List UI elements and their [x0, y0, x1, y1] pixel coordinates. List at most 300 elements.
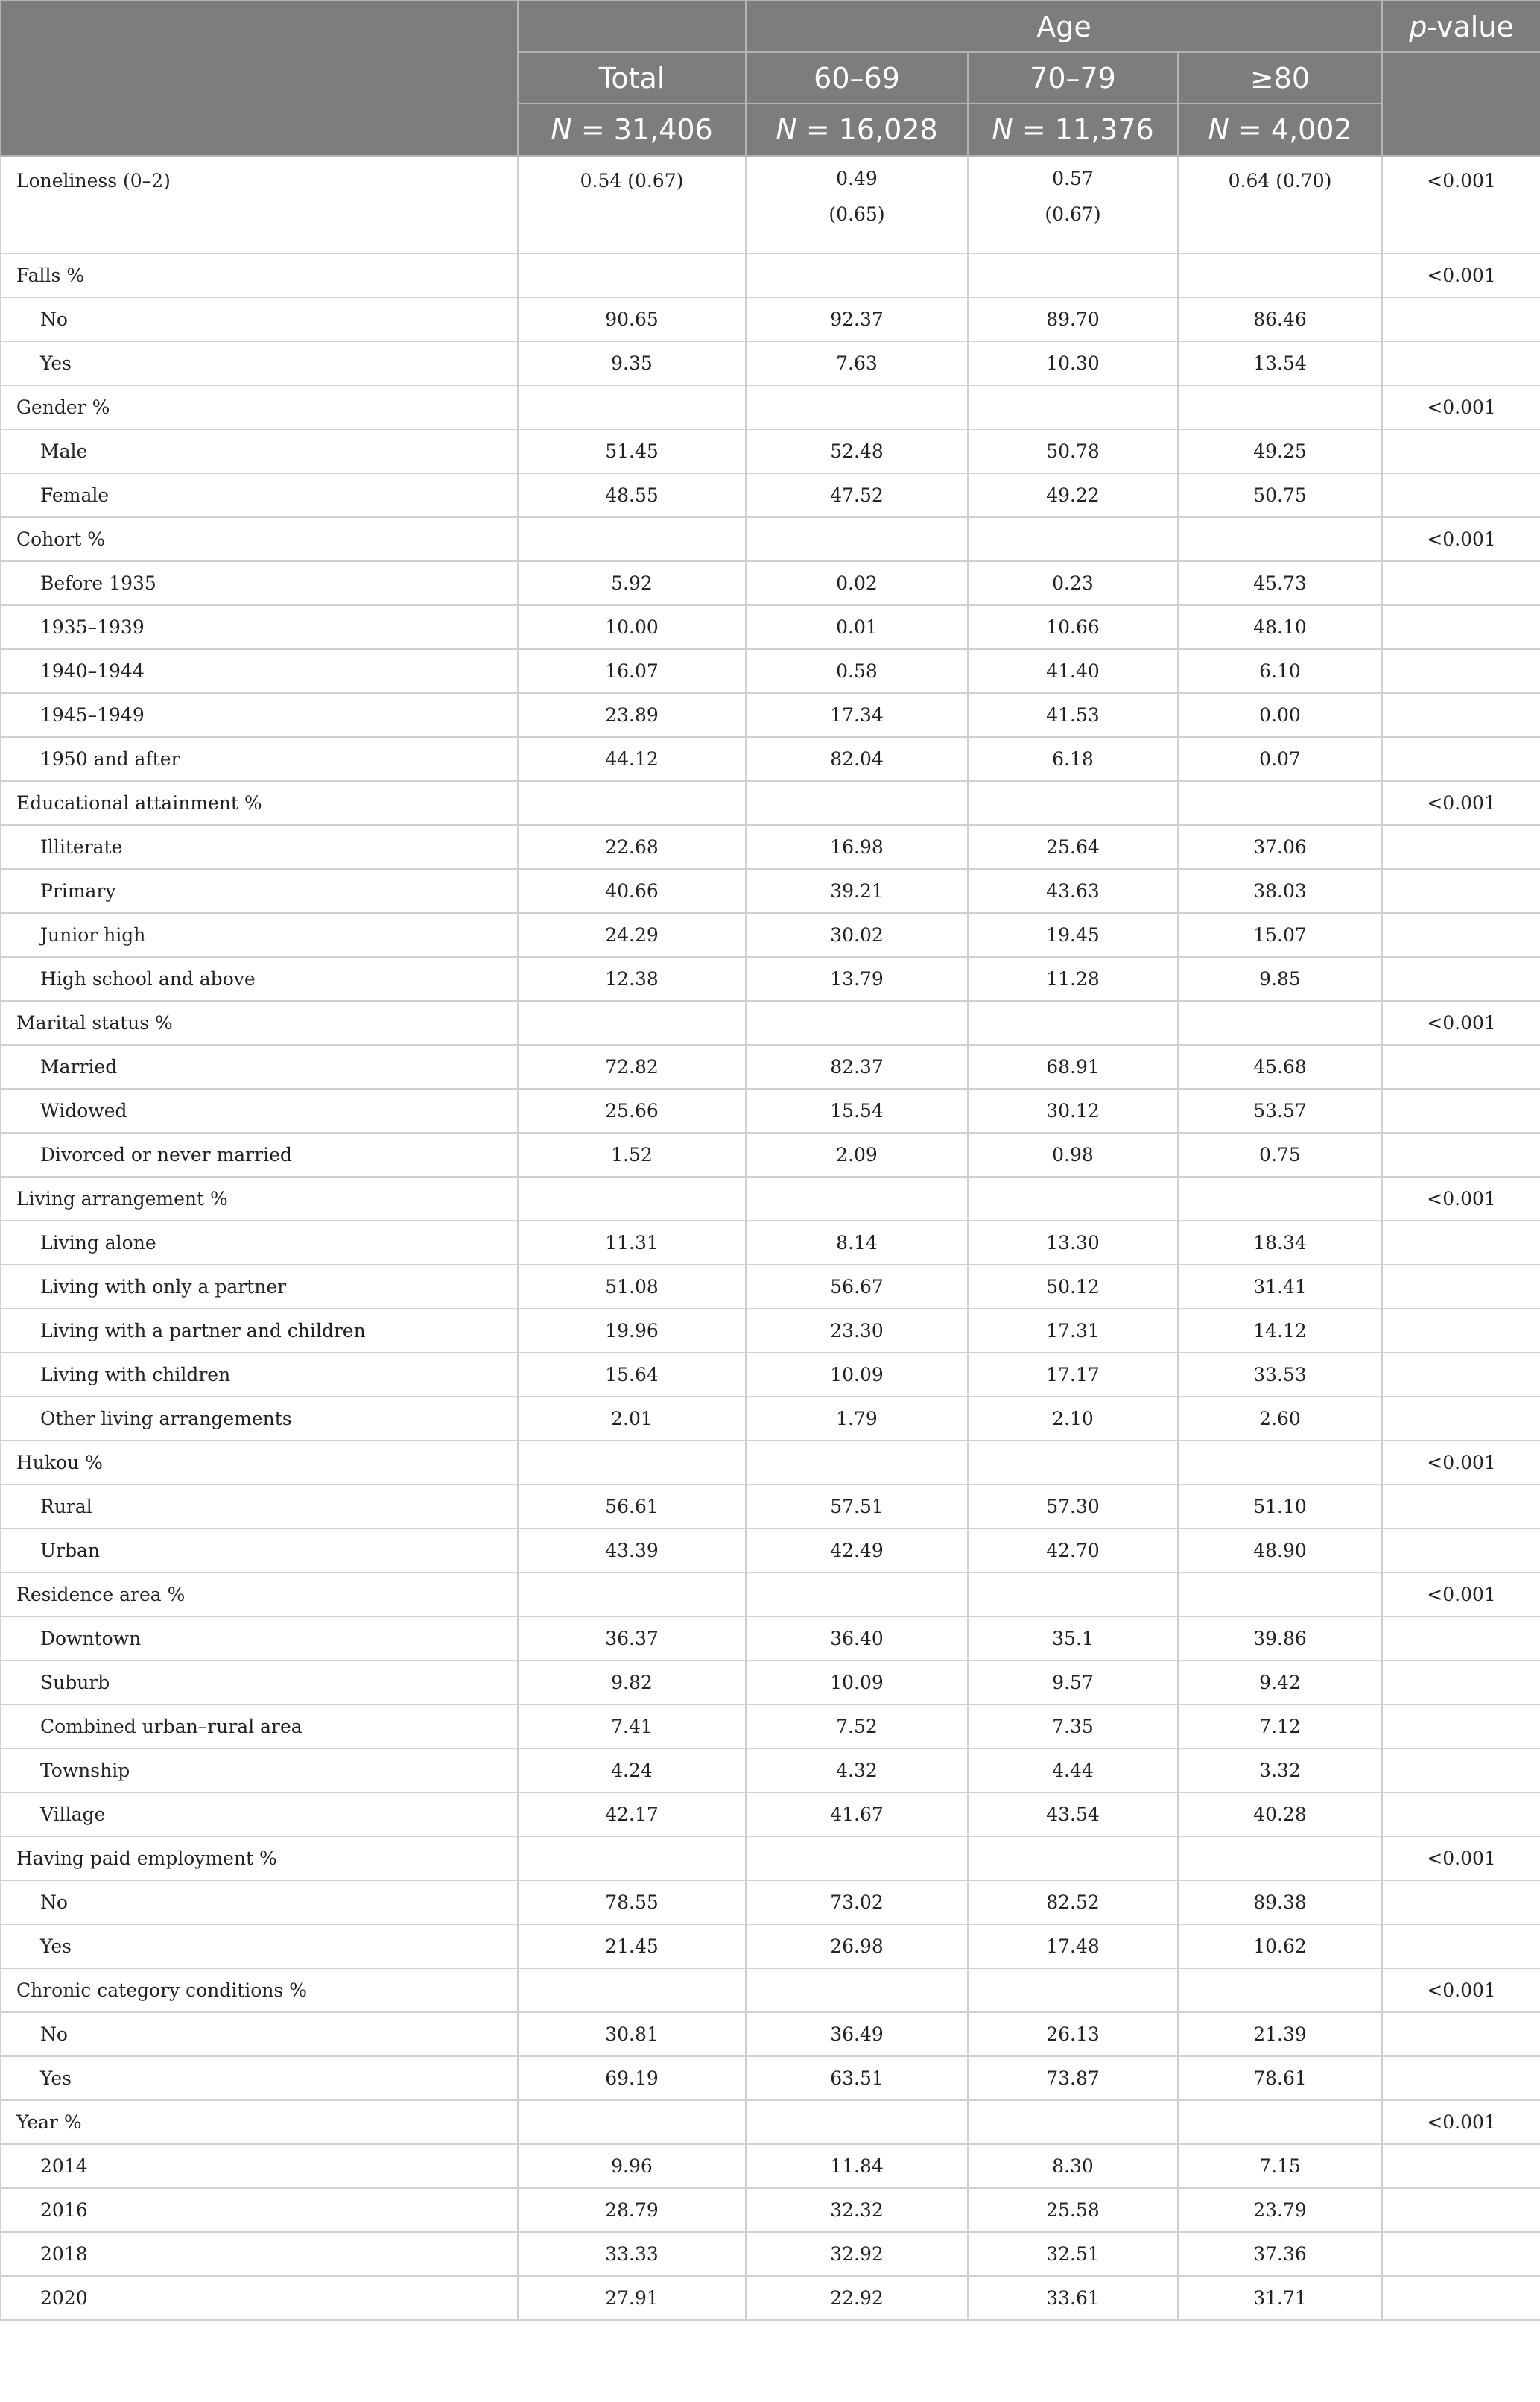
- row-label: 1950 and after: [1, 737, 518, 781]
- cell-80plus: 18.34: [1178, 1221, 1382, 1265]
- cell-70-79: 2.10: [968, 1397, 1178, 1441]
- table-row: [1, 561, 1540, 605]
- cell-pvalue: [1382, 1397, 1540, 1441]
- cell-80plus: 10.62: [1178, 1924, 1382, 1968]
- row-label: Chronic category conditions %: [1, 1968, 518, 2012]
- cell-80plus: 7.12: [1178, 1704, 1382, 1748]
- cell-total: 33.33: [518, 2232, 746, 2276]
- cell-60-69: 82.37: [746, 1045, 968, 1089]
- table-row: [1, 1001, 1540, 1045]
- cell-70-79: 17.17: [968, 1353, 1178, 1397]
- cell-70-79: 49.22: [968, 473, 1178, 517]
- cell-pvalue: [1382, 869, 1540, 913]
- cell-total: 10.00: [518, 605, 746, 649]
- pvalue-suffix: -value: [1427, 10, 1514, 43]
- row-label: Before 1935: [1, 561, 518, 605]
- row-label: Having paid employment %: [1, 1836, 518, 1880]
- cell-pvalue: [1382, 1309, 1540, 1353]
- cell-70-79: 89.70: [968, 297, 1178, 341]
- row-label: Female: [1, 473, 518, 517]
- row-label: Other living arrangements: [1, 1397, 518, 1441]
- row-label: Hukou %: [1, 1441, 518, 1485]
- cell-total: 30.81: [518, 2012, 746, 2056]
- header-col-70-79: 70–79: [968, 52, 1178, 104]
- cell-60-69: [746, 253, 968, 297]
- header-n-70-79: [968, 104, 1178, 156]
- table-row: [1, 2276, 1540, 2320]
- table-row: [1, 2188, 1540, 2232]
- table-row: [1, 1880, 1540, 1924]
- cell-pvalue: [1382, 649, 1540, 693]
- cell-60-69: 30.02: [746, 913, 968, 957]
- cell-80plus: 48.90: [1178, 1529, 1382, 1573]
- cell-pvalue: [1382, 957, 1540, 1001]
- header-blank-total-cell: [518, 1, 746, 52]
- cell-60-69: [746, 1836, 968, 1880]
- cell-70-79: 25.64: [968, 825, 1178, 869]
- cell-total: 16.07: [518, 649, 746, 693]
- row-label: Yes: [1, 341, 518, 385]
- cell-pvalue: [1382, 913, 1540, 957]
- table-row: [1, 1836, 1540, 1880]
- cell-80plus: 7.15: [1178, 2144, 1382, 2188]
- table-row: [1, 1748, 1540, 1792]
- cell-total: [518, 517, 746, 561]
- cell-total: 28.79: [518, 2188, 746, 2232]
- cell-60-69: 13.79: [746, 957, 968, 1001]
- cell-pvalue: [1382, 1748, 1540, 1792]
- row-label: Male: [1, 429, 518, 473]
- cell-60-69: 26.98: [746, 1924, 968, 1968]
- cell-60-69: 47.52: [746, 473, 968, 517]
- cell-pvalue: [1382, 1880, 1540, 1924]
- header-col-60-69: 60–69: [746, 52, 968, 104]
- cell-60-69: 32.32: [746, 2188, 968, 2232]
- cell-70-79: 10.30: [968, 341, 1178, 385]
- header-blank-cell: [1, 1, 518, 156]
- cell-pvalue: [1382, 1089, 1540, 1133]
- cell-pvalue: <0.001: [1382, 1441, 1540, 1485]
- cell-60-69: 39.21: [746, 869, 968, 913]
- cell-pvalue: [1382, 1792, 1540, 1836]
- cell-pvalue: [1382, 2144, 1540, 2188]
- row-label: Year %: [1, 2100, 518, 2144]
- cell-pvalue: <0.001: [1382, 2100, 1540, 2144]
- cell-70-79: 19.45: [968, 913, 1178, 957]
- cell-total: 51.08: [518, 1265, 746, 1309]
- cell-80plus: [1178, 2100, 1382, 2144]
- cell-total: 15.64: [518, 1353, 746, 1397]
- cell-70-79: 50.78: [968, 429, 1178, 473]
- table-row: [1, 1704, 1540, 1748]
- cell-pvalue: [1382, 561, 1540, 605]
- cell-70-79: [968, 1177, 1178, 1221]
- cell-80plus: 40.28: [1178, 1792, 1382, 1836]
- cell-70-79: 42.70: [968, 1529, 1178, 1573]
- header-col-80plus: ≥80: [1178, 52, 1382, 104]
- pvalue-p-letter: p: [1409, 10, 1427, 43]
- cell-80plus: 45.73: [1178, 561, 1382, 605]
- cell-70-79: [968, 781, 1178, 825]
- cell-80plus: 53.57: [1178, 1089, 1382, 1133]
- cell-60-69: [746, 385, 968, 429]
- cell-80plus: 78.61: [1178, 2056, 1382, 2100]
- cell-60-69: [746, 1441, 968, 1485]
- cell-total: 48.55: [518, 473, 746, 517]
- cell-80plus: 6.10: [1178, 649, 1382, 693]
- cell-70-79: 7.35: [968, 1704, 1178, 1748]
- cell-60-69: 0.02: [746, 561, 968, 605]
- cell-total: 22.68: [518, 825, 746, 869]
- row-label: Residence area %: [1, 1573, 518, 1616]
- table-row: [1, 1660, 1540, 1704]
- cell-total: 9.96: [518, 2144, 746, 2188]
- cell-70-79: 17.48: [968, 1924, 1178, 1968]
- cell-total: 5.92: [518, 561, 746, 605]
- cell-80plus: [1178, 253, 1382, 297]
- header-col-total: Total: [518, 52, 746, 104]
- cell-80plus: [1178, 1573, 1382, 1616]
- row-label: Urban: [1, 1529, 518, 1573]
- cell-total: 72.82: [518, 1045, 746, 1089]
- table-row: [1, 1309, 1540, 1353]
- row-label: Living with children: [1, 1353, 518, 1397]
- table-row: [1, 825, 1540, 869]
- cell-60-69: 92.37: [746, 297, 968, 341]
- cell-80plus: 0.75: [1178, 1133, 1382, 1177]
- cell-80plus: 0.64 (0.70): [1178, 156, 1382, 253]
- row-label: Living alone: [1, 1221, 518, 1265]
- cell-pvalue: [1382, 429, 1540, 473]
- row-label: Village: [1, 1792, 518, 1836]
- table-row: [1, 2012, 1540, 2056]
- row-label: Combined urban–rural area: [1, 1704, 518, 1748]
- cell-total: [518, 781, 746, 825]
- cell-total: [518, 2100, 746, 2144]
- cell-pvalue: <0.001: [1382, 253, 1540, 297]
- table-row: [1, 2232, 1540, 2276]
- table-row: [1, 649, 1540, 693]
- cell-70-79: 11.28: [968, 957, 1178, 1001]
- cell-70-79: 9.57: [968, 1660, 1178, 1704]
- table-row: [1, 1045, 1540, 1089]
- cell-total: 56.61: [518, 1485, 746, 1529]
- table-row: [1, 1573, 1540, 1616]
- cell-pvalue: [1382, 737, 1540, 781]
- cell-80plus: 49.25: [1178, 429, 1382, 473]
- cell-80plus: 0.00: [1178, 693, 1382, 737]
- cell-pvalue: <0.001: [1382, 385, 1540, 429]
- cell-pvalue: <0.001: [1382, 156, 1540, 253]
- row-label: Educational attainment %: [1, 781, 518, 825]
- cell-total: 7.41: [518, 1704, 746, 1748]
- cell-total: 9.35: [518, 341, 746, 385]
- row-label: Falls %: [1, 253, 518, 297]
- cell-60-69: 52.48: [746, 429, 968, 473]
- cell-80plus: [1178, 1836, 1382, 1880]
- row-label: Married: [1, 1045, 518, 1089]
- cell-total: 11.31: [518, 1221, 746, 1265]
- table-row: [1, 869, 1540, 913]
- cell-total: 1.52: [518, 1133, 746, 1177]
- cell-pvalue: [1382, 1660, 1540, 1704]
- cell-60-69: 73.02: [746, 1880, 968, 1924]
- cell-pvalue: [1382, 297, 1540, 341]
- row-label: 1945–1949: [1, 693, 518, 737]
- row-label: Illiterate: [1, 825, 518, 869]
- row-label: High school and above: [1, 957, 518, 1001]
- row-label: Living arrangement %: [1, 1177, 518, 1221]
- cell-70-79: 82.52: [968, 1880, 1178, 1924]
- table-row: [1, 2056, 1540, 2100]
- cell-total: 69.19: [518, 2056, 746, 2100]
- cell-60-69: [746, 1968, 968, 2012]
- cell-70-79: 17.31: [968, 1309, 1178, 1353]
- header-n-60-69: [746, 104, 968, 156]
- cell-pvalue: [1382, 2012, 1540, 2056]
- table-row: [1, 1265, 1540, 1309]
- cell-70-79: 30.12: [968, 1089, 1178, 1133]
- cell-80plus: 15.07: [1178, 913, 1382, 957]
- cell-80plus: 38.03: [1178, 869, 1382, 913]
- row-label: 1935–1939: [1, 605, 518, 649]
- cell-60-69: 1.79: [746, 1397, 968, 1441]
- cell-70-79: [968, 385, 1178, 429]
- cell-70-79: 32.51: [968, 2232, 1178, 2276]
- cell-60-69: [746, 1573, 968, 1616]
- cell-80plus: 21.39: [1178, 2012, 1382, 2056]
- cell-80plus: [1178, 781, 1382, 825]
- cell-60-69: 36.49: [746, 2012, 968, 2056]
- table-row: [1, 297, 1540, 341]
- row-label: No: [1, 1880, 518, 1924]
- cell-70-79: [968, 517, 1178, 561]
- cell-60-69: 17.34: [746, 693, 968, 737]
- cell-60-69: 57.51: [746, 1485, 968, 1529]
- cell-pvalue: <0.001: [1382, 1001, 1540, 1045]
- cell-80plus: [1178, 1001, 1382, 1045]
- header-n-80plus: [1178, 104, 1382, 156]
- cell-60-69: [746, 1177, 968, 1221]
- cell-60-69: 63.51: [746, 2056, 968, 2100]
- cell-60-69: 22.92: [746, 2276, 968, 2320]
- cell-total: 43.39: [518, 1529, 746, 1573]
- cell-60-69: [746, 1001, 968, 1045]
- row-label: Junior high: [1, 913, 518, 957]
- cell-70-79: 6.18: [968, 737, 1178, 781]
- cell-70-79: 0.98: [968, 1133, 1178, 1177]
- cell-60-69: [746, 781, 968, 825]
- cell-total: 36.37: [518, 1616, 746, 1660]
- cell-80plus: [1178, 517, 1382, 561]
- cell-70-79: [968, 253, 1178, 297]
- cell-pvalue: [1382, 1924, 1540, 1968]
- cell-60-69: 32.92: [746, 2232, 968, 2276]
- row-label: Yes: [1, 2056, 518, 2100]
- table-row: [1, 473, 1540, 517]
- cell-60-69: 0.01: [746, 605, 968, 649]
- cell-60-69: 4.32: [746, 1748, 968, 1792]
- cell-total: [518, 1001, 746, 1045]
- row-label: Yes: [1, 1924, 518, 1968]
- cell-60-69: 0.58: [746, 649, 968, 693]
- table-row: [1, 605, 1540, 649]
- table-row: [1, 1133, 1540, 1177]
- cell-total: [518, 253, 746, 297]
- n-symbol: N: [551, 113, 572, 146]
- cell-total: [518, 1441, 746, 1485]
- cell-60-69: 23.30: [746, 1309, 968, 1353]
- cell-80plus: 45.68: [1178, 1045, 1382, 1089]
- n-symbol: N: [776, 113, 797, 146]
- cell-80plus: 33.53: [1178, 1353, 1382, 1397]
- cell-mean: 0.57: [1052, 168, 1094, 189]
- cell-80plus: 9.85: [1178, 957, 1382, 1001]
- cell-70-79: 0.23: [968, 561, 1178, 605]
- cell-mean: 0.49: [836, 168, 878, 189]
- cell-total: 24.29: [518, 913, 746, 957]
- cell-total: 21.45: [518, 1924, 746, 1968]
- cell-total: 2.01: [518, 1397, 746, 1441]
- cell-80plus: [1178, 1177, 1382, 1221]
- row-label: Suburb: [1, 1660, 518, 1704]
- table-row: [1, 1968, 1540, 2012]
- table-row: [1, 2144, 1540, 2188]
- cell-70-79: 26.13: [968, 2012, 1178, 2056]
- cell-80plus: 2.60: [1178, 1397, 1382, 1441]
- cell-total: [518, 1968, 746, 2012]
- table-row: [1, 1177, 1540, 1221]
- cell-80plus: 13.54: [1178, 341, 1382, 385]
- cell-80plus: 86.46: [1178, 297, 1382, 341]
- table-row: [1, 1089, 1540, 1133]
- cell-pvalue: [1382, 1704, 1540, 1748]
- cell-70-79: 41.53: [968, 693, 1178, 737]
- cell-80plus: [1178, 385, 1382, 429]
- cell-pvalue: <0.001: [1382, 1836, 1540, 1880]
- cell-70-79: [968, 1001, 1178, 1045]
- table-body: [1, 156, 1540, 2320]
- cell-total: [518, 1573, 746, 1616]
- cell-pvalue: [1382, 341, 1540, 385]
- header-age-group: Age: [746, 1, 1382, 52]
- cell-70-79: 50.12: [968, 1265, 1178, 1309]
- cell-total: [518, 385, 746, 429]
- table-row: [1, 429, 1540, 473]
- table-row: [1, 737, 1540, 781]
- cell-total: 44.12: [518, 737, 746, 781]
- cell-total: 90.65: [518, 297, 746, 341]
- row-label: 2016: [1, 2188, 518, 2232]
- cell-pvalue: [1382, 473, 1540, 517]
- table-row: [1, 1353, 1540, 1397]
- row-label: No: [1, 297, 518, 341]
- table-row: [1, 385, 1540, 429]
- cell-total: 9.82: [518, 1660, 746, 1704]
- table-row: [1, 1792, 1540, 1836]
- header-pvalue: [1382, 1, 1540, 52]
- cell-pvalue: [1382, 1529, 1540, 1573]
- cell-70-79: 41.40: [968, 649, 1178, 693]
- cell-60-69: [746, 517, 968, 561]
- cell-80plus: 9.42: [1178, 1660, 1382, 1704]
- cell-70-79: 10.66: [968, 605, 1178, 649]
- n-value: = 4,002: [1229, 113, 1352, 146]
- cell-60-69: 7.63: [746, 341, 968, 385]
- cell-total: 23.89: [518, 693, 746, 737]
- cell-80plus: 89.38: [1178, 1880, 1382, 1924]
- row-label: Living with a partner and children: [1, 1309, 518, 1353]
- row-label: 2018: [1, 2232, 518, 2276]
- table-row: [1, 1616, 1540, 1660]
- cell-60-69: 16.98: [746, 825, 968, 869]
- cell-pvalue: [1382, 2232, 1540, 2276]
- cell-60-69: 10.09: [746, 1660, 968, 1704]
- cell-total: 42.17: [518, 1792, 746, 1836]
- cell-sd: (0.65): [828, 203, 885, 225]
- cell-60-69: 2.09: [746, 1133, 968, 1177]
- cell-70-79: 68.91: [968, 1045, 1178, 1089]
- cell-80plus: [1178, 1441, 1382, 1485]
- cell-60-69: 8.14: [746, 1221, 968, 1265]
- row-label: 1940–1944: [1, 649, 518, 693]
- cell-total: [518, 1177, 746, 1221]
- row-label: 2020: [1, 2276, 518, 2320]
- cell-70-79: [968, 1836, 1178, 1880]
- cell-60-69: 56.67: [746, 1265, 968, 1309]
- table-row-loneliness: [1, 156, 1540, 253]
- cell-60-69: 42.49: [746, 1529, 968, 1573]
- cell-total: 78.55: [518, 1880, 746, 1924]
- cell-total: 4.24: [518, 1748, 746, 1792]
- row-label: Cohort %: [1, 517, 518, 561]
- cell-70-79: [968, 1968, 1178, 2012]
- cell-60-69: [746, 2100, 968, 2144]
- n-value: = 11,376: [1013, 113, 1154, 146]
- row-label: Downtown: [1, 1616, 518, 1660]
- table-row: [1, 1397, 1540, 1441]
- table-row: [1, 1485, 1540, 1529]
- cell-pvalue: [1382, 693, 1540, 737]
- cell-pvalue: <0.001: [1382, 1968, 1540, 2012]
- row-label: Living with only a partner: [1, 1265, 518, 1309]
- cell-total: 40.66: [518, 869, 746, 913]
- table-row: [1, 1441, 1540, 1485]
- cell-70-79: [968, 1573, 1178, 1616]
- cell-pvalue: [1382, 1265, 1540, 1309]
- cell-60-69: 82.04: [746, 737, 968, 781]
- cell-80plus: 37.36: [1178, 2232, 1382, 2276]
- table-row: [1, 2100, 1540, 2144]
- cell-sd: (0.67): [1045, 203, 1101, 225]
- table-row: [1, 341, 1540, 385]
- cell-80plus: 51.10: [1178, 1485, 1382, 1529]
- cell-80plus: 14.12: [1178, 1309, 1382, 1353]
- cell-pvalue: [1382, 1045, 1540, 1089]
- n-value: = 16,028: [796, 113, 938, 146]
- cell-60-69: 10.09: [746, 1353, 968, 1397]
- header-pvalue-blank: [1382, 52, 1540, 156]
- cell-80plus: [1178, 1968, 1382, 2012]
- row-label: Loneliness (0–2): [1, 156, 518, 253]
- cell-70-79: [968, 1441, 1178, 1485]
- cell-60-69: 15.54: [746, 1089, 968, 1133]
- cell-70-79: [968, 2100, 1178, 2144]
- cell-pvalue: [1382, 1133, 1540, 1177]
- cell-80plus: 23.79: [1178, 2188, 1382, 2232]
- cell-pvalue: <0.001: [1382, 1573, 1540, 1616]
- table-row: [1, 693, 1540, 737]
